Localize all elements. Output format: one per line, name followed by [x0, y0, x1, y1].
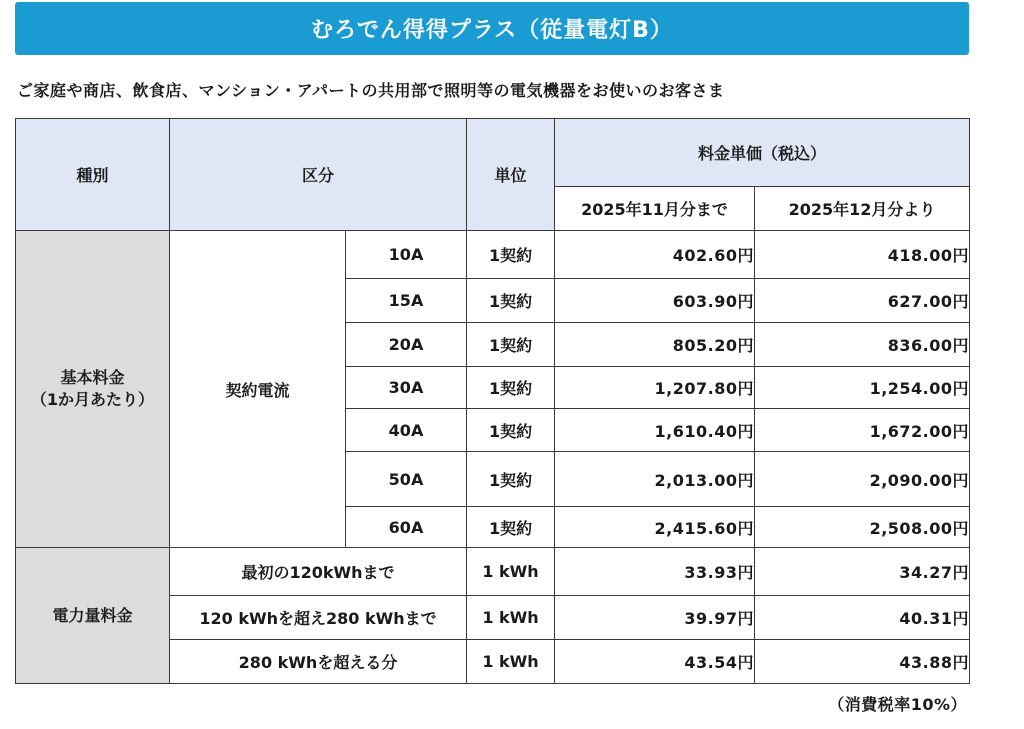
- tax-rate-note: （消費税率10%）: [828, 695, 967, 714]
- unit-cell: 1契約: [467, 231, 555, 279]
- category-basic-charge: [16, 231, 170, 548]
- unit-cell: 1契約: [467, 409, 555, 452]
- price-before-cell: 43.54円: [555, 640, 755, 684]
- header-unit: 単位: [467, 119, 555, 231]
- amp-cell: 60A: [346, 507, 467, 548]
- price-before-cell: 402.60円: [555, 231, 755, 279]
- price-before-cell: 2,013.00円: [555, 452, 755, 507]
- range-cell: 280 kWhを超える分: [170, 640, 467, 684]
- unit-cell: 1契約: [467, 367, 555, 409]
- header-period-before: 2025年11月分まで: [555, 187, 755, 231]
- amp-cell: 50A: [346, 452, 467, 507]
- price-before-cell: 2,415.60円: [555, 507, 755, 548]
- amp-cell: 10A: [346, 231, 467, 279]
- amp-cell: 20A: [346, 323, 467, 367]
- range-cell: 120 kWhを超え280 kWhまで: [170, 596, 467, 640]
- category-basic-label: 基本料金: [60, 368, 125, 387]
- table-row: [16, 548, 970, 596]
- price-after-cell: 1,672.00円: [755, 409, 970, 452]
- range-cell: 最初の120kWhまで: [170, 548, 467, 596]
- page-title: むろでん得得プラス（従量電灯B）: [311, 18, 673, 43]
- category-basic-note: （1か月あたり）: [30, 390, 155, 409]
- unit-cell: 1 kWh: [467, 548, 555, 596]
- header-price: 料金単価（税込）: [555, 119, 970, 187]
- unit-cell: 1契約: [467, 323, 555, 367]
- price-before-cell: 39.97円: [555, 596, 755, 640]
- price-after-cell: 40.31円: [755, 596, 970, 640]
- price-before-cell: 33.93円: [555, 548, 755, 596]
- division-contract-current: 契約電流: [170, 231, 346, 548]
- unit-cell: 1 kWh: [467, 640, 555, 684]
- header-period-after: 2025年12月分より: [755, 187, 970, 231]
- table-header-row: [16, 119, 970, 187]
- amp-cell: 40A: [346, 409, 467, 452]
- rate-table: [15, 118, 970, 684]
- price-before-cell: 603.90円: [555, 279, 755, 323]
- unit-cell: 1契約: [467, 507, 555, 548]
- unit-cell: 1 kWh: [467, 596, 555, 640]
- category-energy-charge: 電力量料金: [16, 548, 170, 684]
- header-division: 区分: [170, 119, 467, 231]
- unit-cell: 1契約: [467, 279, 555, 323]
- price-after-cell: 418.00円: [755, 231, 970, 279]
- price-after-cell: 627.00円: [755, 279, 970, 323]
- price-after-cell: 43.88円: [755, 640, 970, 684]
- price-after-cell: 34.27円: [755, 548, 970, 596]
- price-after-cell: 2,090.00円: [755, 452, 970, 507]
- title-banner: [15, 2, 969, 55]
- unit-cell: 1契約: [467, 452, 555, 507]
- price-before-cell: 805.20円: [555, 323, 755, 367]
- price-after-cell: 836.00円: [755, 323, 970, 367]
- target-customer-description: ご家庭や商店、飲食店、マンション・アパートの共用部で照明等の電気機器をお使いのお客さま: [17, 81, 725, 100]
- price-after-cell: 1,254.00円: [755, 367, 970, 409]
- table-row: [16, 231, 970, 279]
- price-before-cell: 1,610.40円: [555, 409, 755, 452]
- price-before-cell: 1,207.80円: [555, 367, 755, 409]
- price-after-cell: 2,508.00円: [755, 507, 970, 548]
- header-type: 種別: [16, 119, 170, 231]
- amp-cell: 15A: [346, 279, 467, 323]
- amp-cell: 30A: [346, 367, 467, 409]
